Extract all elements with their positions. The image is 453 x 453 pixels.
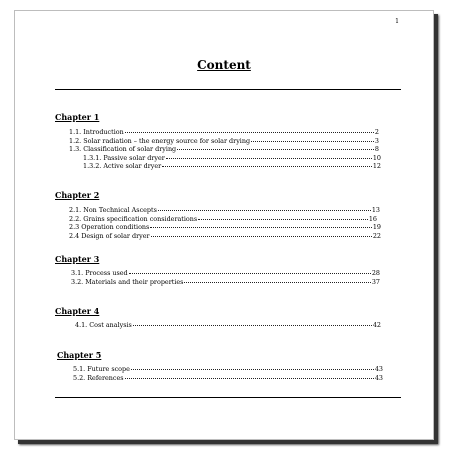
toc-leader-dots <box>198 219 368 220</box>
toc-leader-dots <box>129 273 371 274</box>
toc-entry-page: 37 <box>371 277 380 286</box>
toc-entry-label: 2.1. Non Technical Ascepts <box>69 206 157 214</box>
toc-leader-dots <box>150 227 372 228</box>
toc-entry[interactable] <box>71 278 380 287</box>
toc-entry-label: 1.1. Introduction <box>69 128 124 136</box>
page-number: 1 <box>395 18 399 25</box>
toc-entry[interactable] <box>83 162 381 171</box>
document-page <box>14 10 434 440</box>
chapter-heading-2: Chapter 2 <box>55 190 100 200</box>
toc-leader-dots <box>162 166 372 167</box>
toc-entry-label: 1.3. Classification of solar drying <box>69 145 177 153</box>
toc-entry[interactable] <box>69 223 381 232</box>
toc-leader-dots <box>131 369 374 370</box>
toc-entry[interactable] <box>69 137 379 146</box>
toc-entry-label: 5.2. References <box>73 373 124 382</box>
toc-entry-page: 42 <box>372 321 381 329</box>
toc-entry[interactable] <box>69 215 377 224</box>
toc-entry-label: 1.2. Solar radiation – the energy source for solar drying <box>69 136 251 145</box>
toc-entry-label: 2.2. Grains specification considerations <box>69 214 198 223</box>
toc-entry-label: 4.1. Cost analysis <box>75 321 132 329</box>
toc-leader-dots <box>251 141 374 142</box>
toc-leader-dots <box>184 282 370 283</box>
toc-entry-page: 13 <box>371 206 380 214</box>
toc-entry[interactable] <box>69 206 380 215</box>
toc-entry[interactable] <box>69 232 381 241</box>
toc-entry[interactable] <box>75 321 381 330</box>
toc-entry[interactable] <box>83 154 381 163</box>
toc-entry-page: 22 <box>372 231 381 240</box>
toc-entry-page: 2 <box>374 128 379 136</box>
top-rule <box>55 89 401 90</box>
toc-entry-page: 28 <box>371 269 380 277</box>
toc-leader-dots <box>133 325 372 326</box>
toc-entry-page: 19 <box>372 223 381 231</box>
toc-entry-page: 43 <box>374 365 383 373</box>
toc-entry-page: 16 <box>368 214 377 223</box>
chapter-heading-1: Chapter 1 <box>55 112 100 122</box>
chapter-heading-3: Chapter 3 <box>55 254 100 264</box>
toc-entry-page: 10 <box>372 153 381 162</box>
toc-leader-dots <box>151 236 372 237</box>
toc-leader-dots <box>125 378 374 379</box>
toc-leader-dots <box>158 210 371 211</box>
toc-entry-page: 8 <box>374 145 379 153</box>
toc-entry[interactable] <box>71 269 380 278</box>
toc-entry-label: 2.3 Operation conditions <box>69 223 150 231</box>
toc-entry[interactable] <box>73 374 383 383</box>
toc-leader-dots <box>166 158 372 159</box>
toc-entry[interactable] <box>69 145 379 154</box>
toc-entry-label: 2.4 Design of solar dryer <box>69 231 150 240</box>
page-title: Content <box>197 58 251 72</box>
toc-entry-label: 1.3.2. Active solar dryer <box>83 162 162 170</box>
toc-entry-label: 1.3.1. Passive solar dryer <box>83 153 165 162</box>
toc-leader-dots <box>125 132 374 133</box>
bottom-rule <box>55 397 401 398</box>
toc-leader-dots <box>177 149 374 150</box>
toc-entry-page: 12 <box>372 162 381 170</box>
toc-entry-page: 3 <box>374 136 379 145</box>
toc-entry[interactable] <box>69 128 379 137</box>
toc-entry-label: 5.1. Future scope <box>73 365 130 373</box>
chapter-heading-5: Chapter 5 <box>57 350 102 360</box>
toc-entry-page: 43 <box>374 373 383 382</box>
toc-entry-label: 3.1. Process used <box>71 269 128 277</box>
toc-entry-label: 3.2. Materials and their properties <box>71 277 184 286</box>
chapter-heading-4: Chapter 4 <box>55 306 100 316</box>
toc-entry[interactable] <box>73 365 383 374</box>
